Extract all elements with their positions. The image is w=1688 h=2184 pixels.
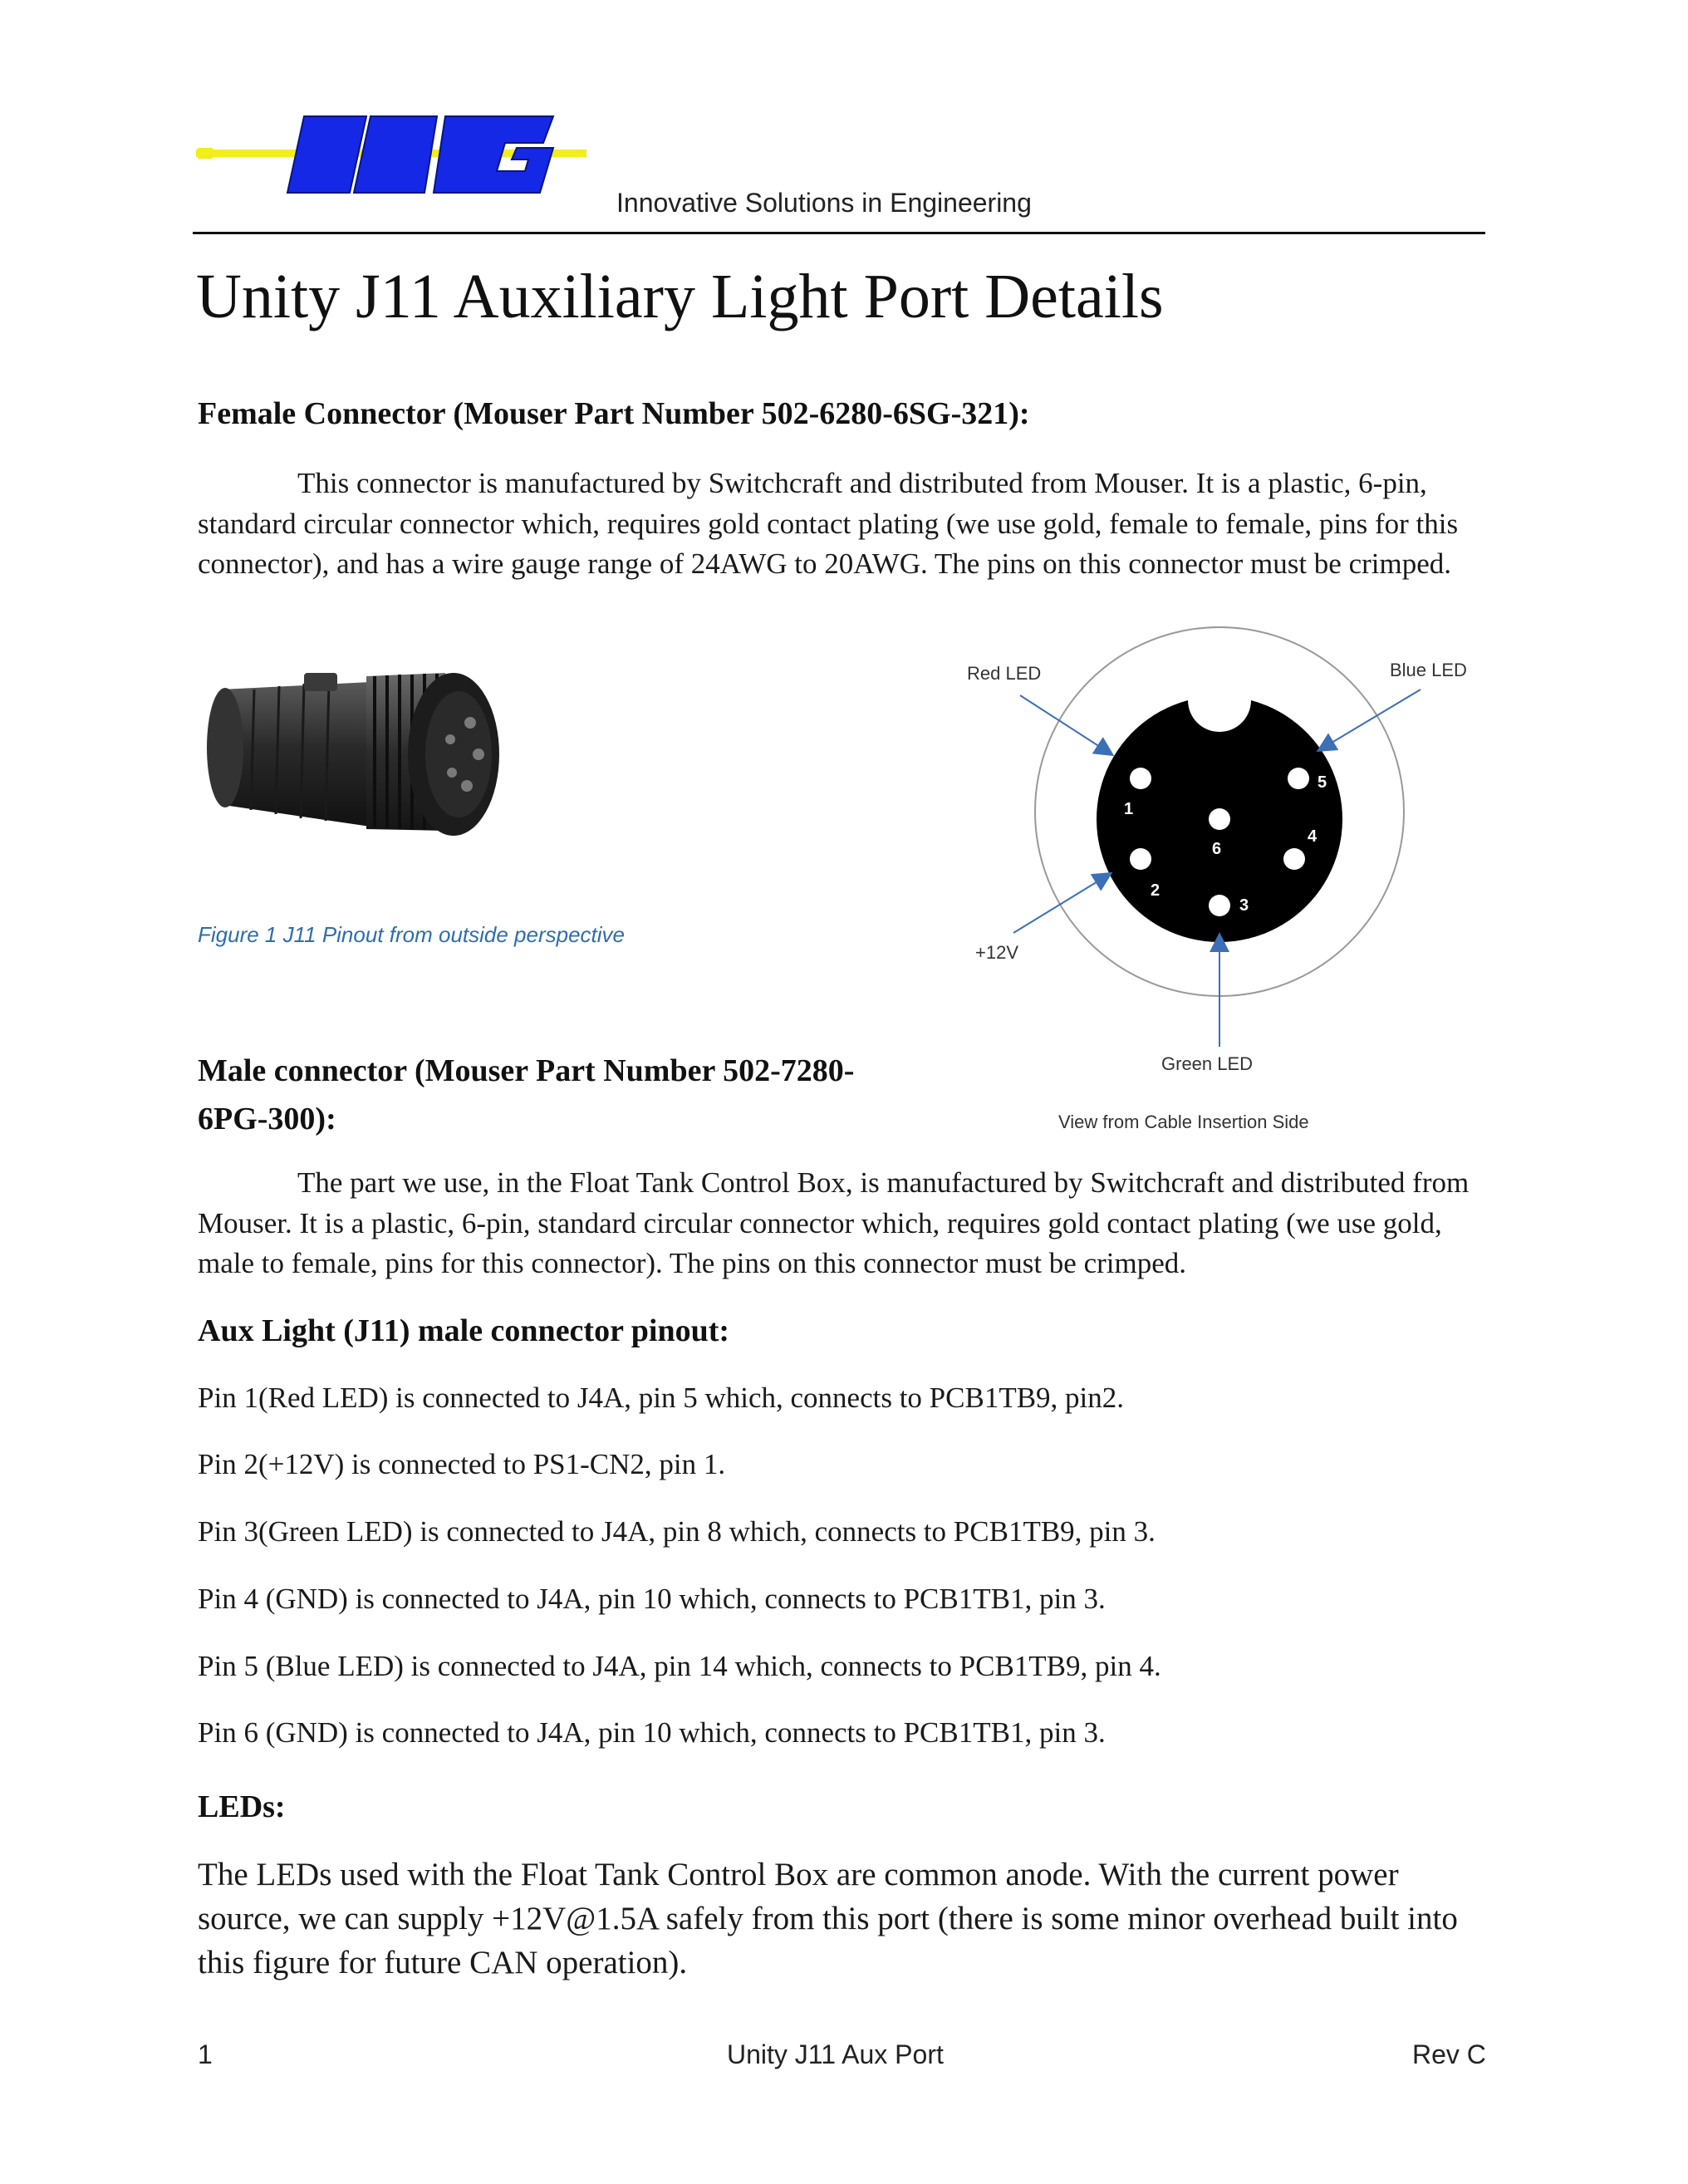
company-tagline: Innovative Solutions in Engineering	[616, 188, 1032, 218]
female-connector-heading: Female Connector (Mouser Part Number 502-6280-6SG-321):	[198, 396, 1030, 431]
green-led-label: Green LED	[1161, 1053, 1254, 1074]
footer-revision: Rev C	[1412, 2039, 1486, 2069]
pin-number-2: 2	[1151, 881, 1160, 900]
pin-number-5: 5	[1318, 773, 1327, 792]
leds-heading: LEDs:	[198, 1789, 286, 1824]
pin-number-1: 1	[1124, 800, 1134, 818]
figure-caption: Figure 1 J11 Pinout from outside perspective	[198, 922, 626, 947]
pin-line-3: Pin 3(Green LED) is connected to J4A, pin 8 which, connects to PCB1TB9, pin 3.	[198, 1515, 1156, 1548]
page-title: Unity J11 Auxiliary Light Port Details	[196, 262, 1164, 331]
connector-photo	[196, 656, 553, 847]
pin-number-4: 4	[1308, 827, 1318, 846]
red-led-label: Red LED	[967, 663, 1042, 684]
header-divider	[193, 232, 1485, 234]
blue-led-label: Blue LED	[1390, 660, 1467, 680]
plus12v-label: +12V	[975, 942, 1018, 963]
footer-title: Unity J11 Aux Port	[727, 2039, 944, 2069]
pin-line-2: Pin 2(+12V) is connected to PS1-CN2, pin 1.	[198, 1448, 726, 1480]
pin-number-6: 6	[1212, 840, 1222, 858]
male-heading-line1: Male connector (Mouser Part Number 502-7280-	[198, 1053, 855, 1088]
male-connector-heading	[198, 1047, 929, 1143]
company-logo	[196, 113, 586, 203]
male-connector-paragraph: The part we use, in the Float Tank Control Box, is manufactured by Switchcraft and distributed from Mouser. It is a plastic, 6-pin, standard circular connector which, requires gold contact plating (we use gold, male to female, pins for this connector). The pins on this connector must be crimped.	[198, 1166, 1470, 1279]
pin-line-6: Pin 6 (GND) is connected to J4A, pin 10 which, connects to PCB1TB1, pin 3.	[198, 1716, 1106, 1749]
pin-number-3: 3	[1239, 896, 1249, 915]
leds-paragraph: The LEDs used with the Float Tank Control Box are common anode. With the current power source, we can supply +12V@1.5A safely from this port (there is some minor overhead built into this figure for future CAN operation).	[198, 1857, 1458, 1980]
pin-line-1: Pin 1(Red LED) is connected to J4A, pin 5 which, connects to PCB1TB9, pin2.	[198, 1382, 1125, 1414]
female-connector-paragraph: This connector is manufactured by Switchcraft and distributed from Mouser. It is a plastic, 6-pin, standard circular connector which, requires gold contact plating (we use gold, female to female, pins for this connector), and has a wire gauge range of 24AWG to 20AWG. The pins on this connector must be crimped.	[198, 467, 1459, 580]
pinout-heading: Aux Light (J11) male connector pinout:	[198, 1313, 730, 1348]
pin-line-5: Pin 5 (Blue LED) is connected to J4A, pin 14 which, connects to PCB1TB9, pin 4.	[198, 1650, 1161, 1682]
male-heading-line2: 6PG-300):	[198, 1102, 336, 1136]
view-label: View from Cable Insertion Side	[1058, 1112, 1309, 1132]
pin-line-4: Pin 4 (GND) is connected to J4A, pin 10 which, connects to PCB1TB1, pin 3.	[198, 1583, 1106, 1615]
pinout-diagram	[947, 631, 1467, 1155]
footer-page-number: 1	[198, 2039, 213, 2069]
